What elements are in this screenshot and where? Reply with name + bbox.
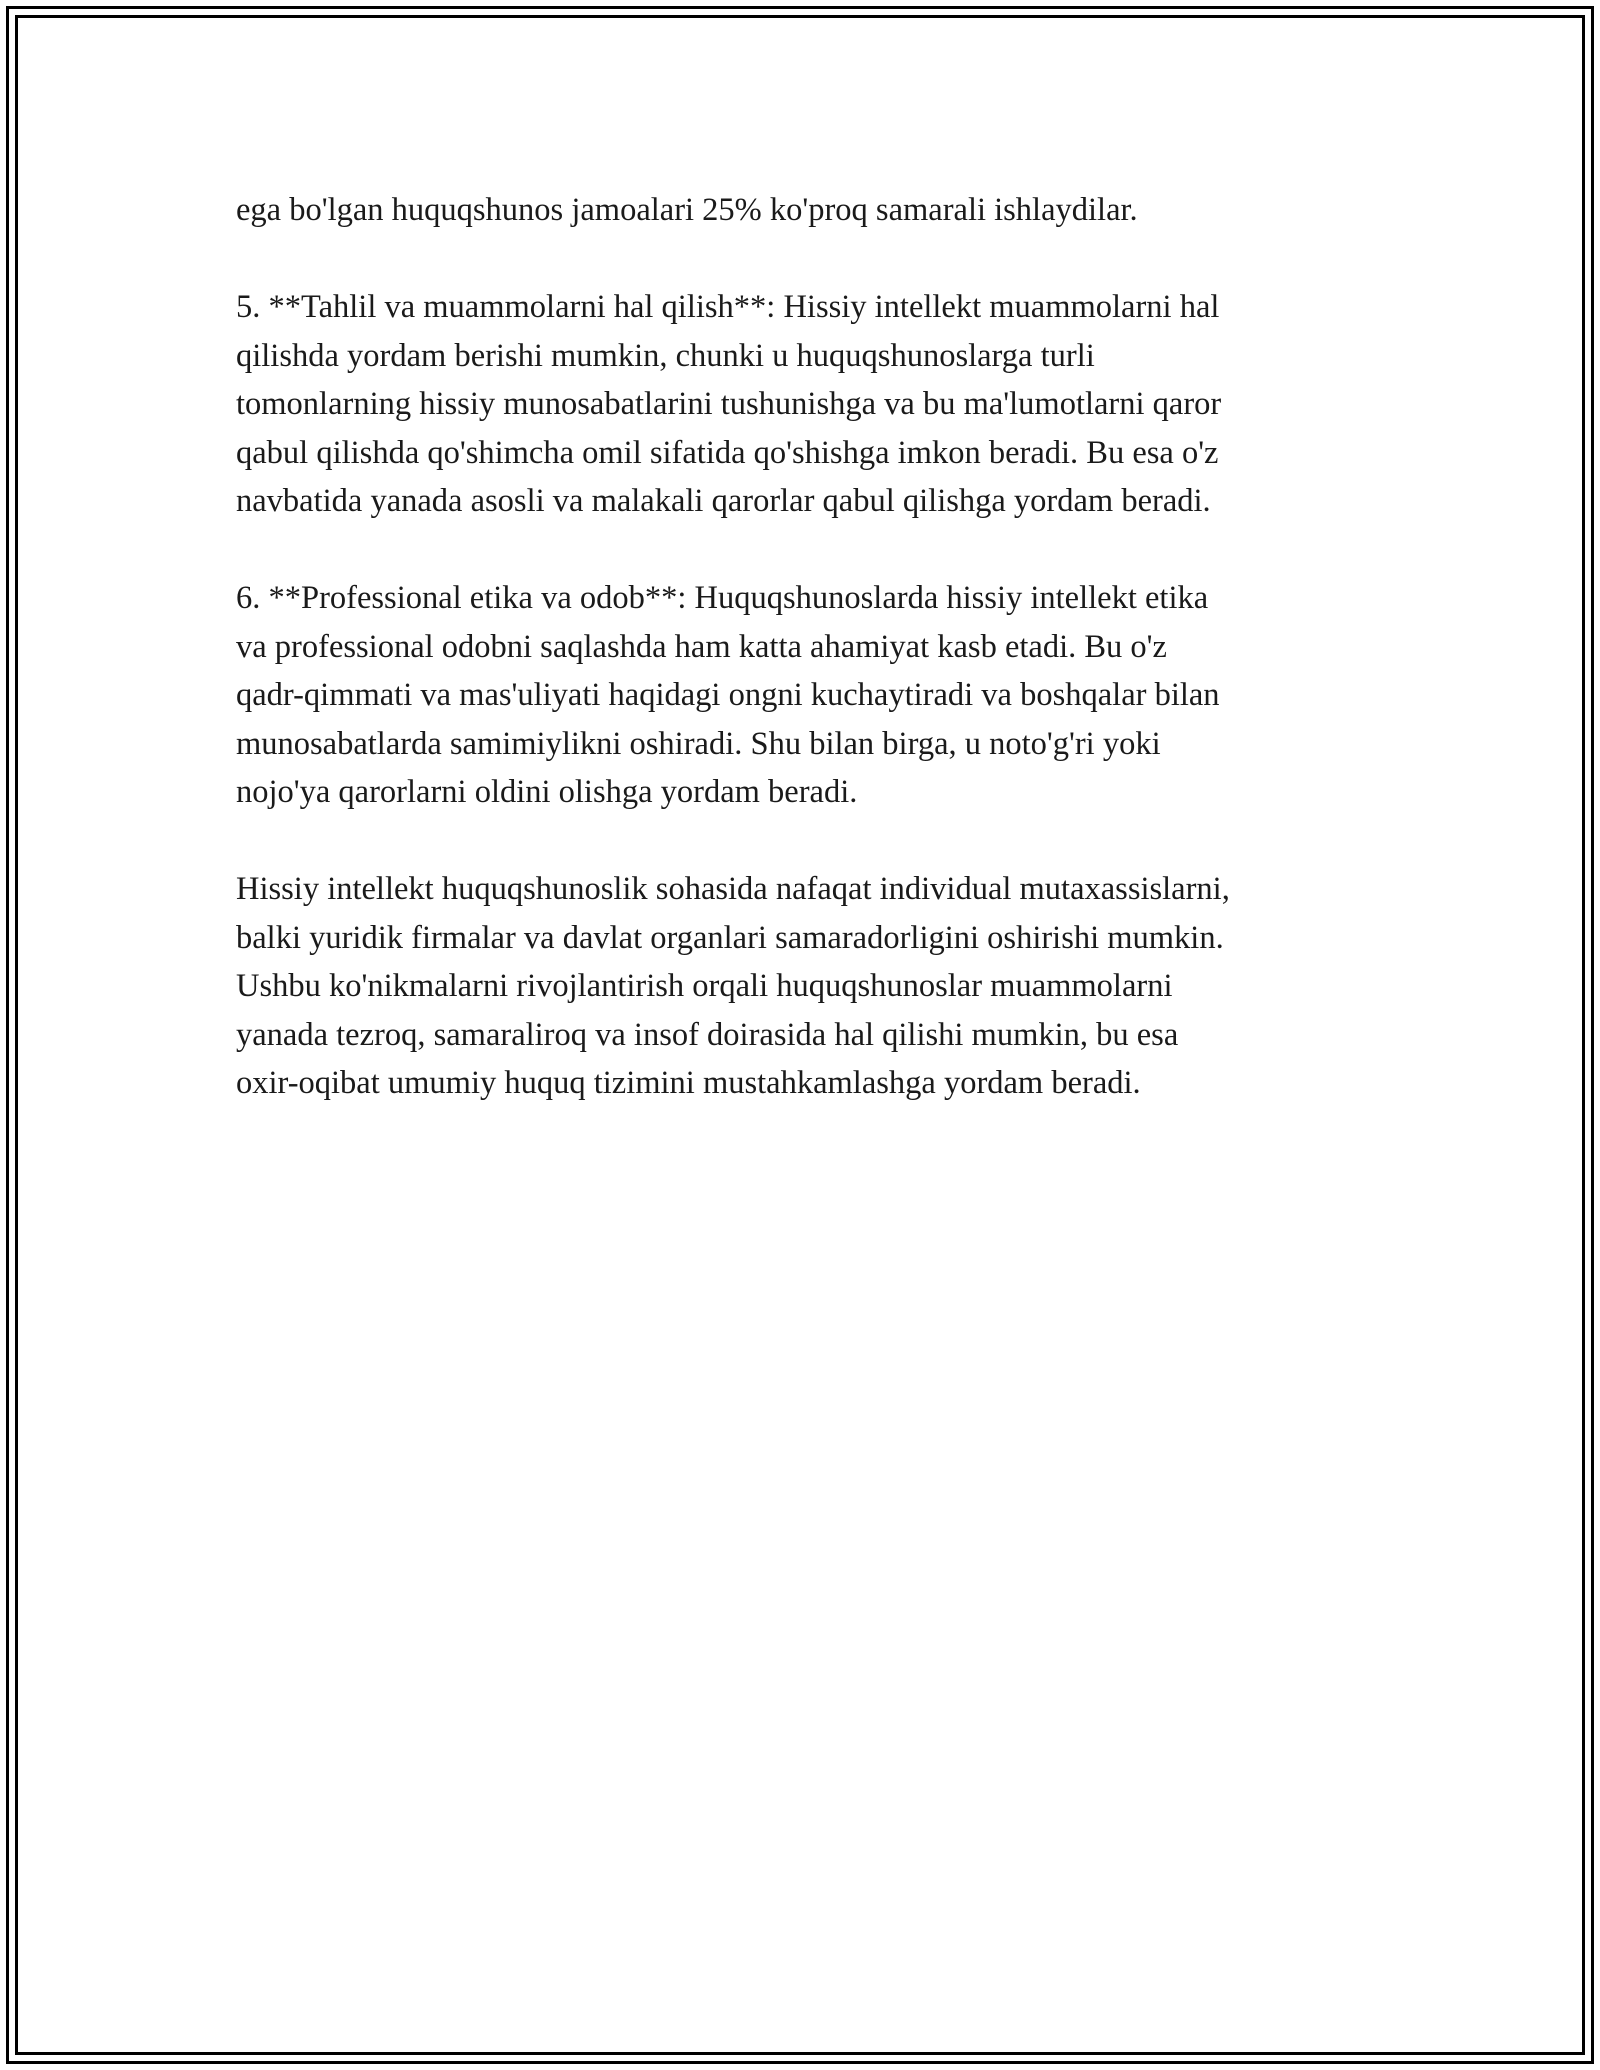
paragraph-continuation: ega bo'lgan huquqshunos jamoalari 25% ko'proq samarali ishlaydilar. <box>236 192 1138 228</box>
document-body <box>236 186 1386 1156</box>
paragraph-item-6: 6. **Professional etika va odob**: Huquqshunoslarda hissiy intellekt etika va professional odobni saqlashda ham katta ahamiyat kasb etadi. Bu o'z qadr-qimmati va mas'uliyati haqidagi ongni kuchaytiradi va boshqalar bilan munosabatlarda samimiylikni oshiradi. Shu bilan birga, u noto'g'ri yoki nojo'ya qarorlarni oldini olishga yordam beradi. <box>236 580 1220 810</box>
paragraph-conclusion: Hissiy intellekt huquqshunoslik sohasida nafaqat individual mutaxassislarni, balki yuridik firmalar va davlat organlari samaradorligini oshirishi mumkin. Ushbu ko'nikmalarni rivojlantirish orqali huquqshunoslar muammolarni yanada tezroq, samaraliroq va insof doirasida hal qilishi mumkin, bu esa oxir-oqibat umumiy huquq tizimini mustahkamlashga yordam beradi. <box>236 871 1230 1101</box>
paragraph-item-5: 5. **Tahlil va muammolarni hal qilish**: Hissiy intellekt muammolarni hal qilishda yordam berishi mumkin, chunki u huquqshunoslarga turli tomonlarning hissiy munosabatlarini tushunishga va bu ma'lumotlarni qaror qabul qilishda qo'shimcha omil sifatida qo'shishga imkon beradi. Bu esa o'z navbatida yanada asosli va malakali qarorlar qabul qilishga yordam beradi. <box>236 289 1222 519</box>
